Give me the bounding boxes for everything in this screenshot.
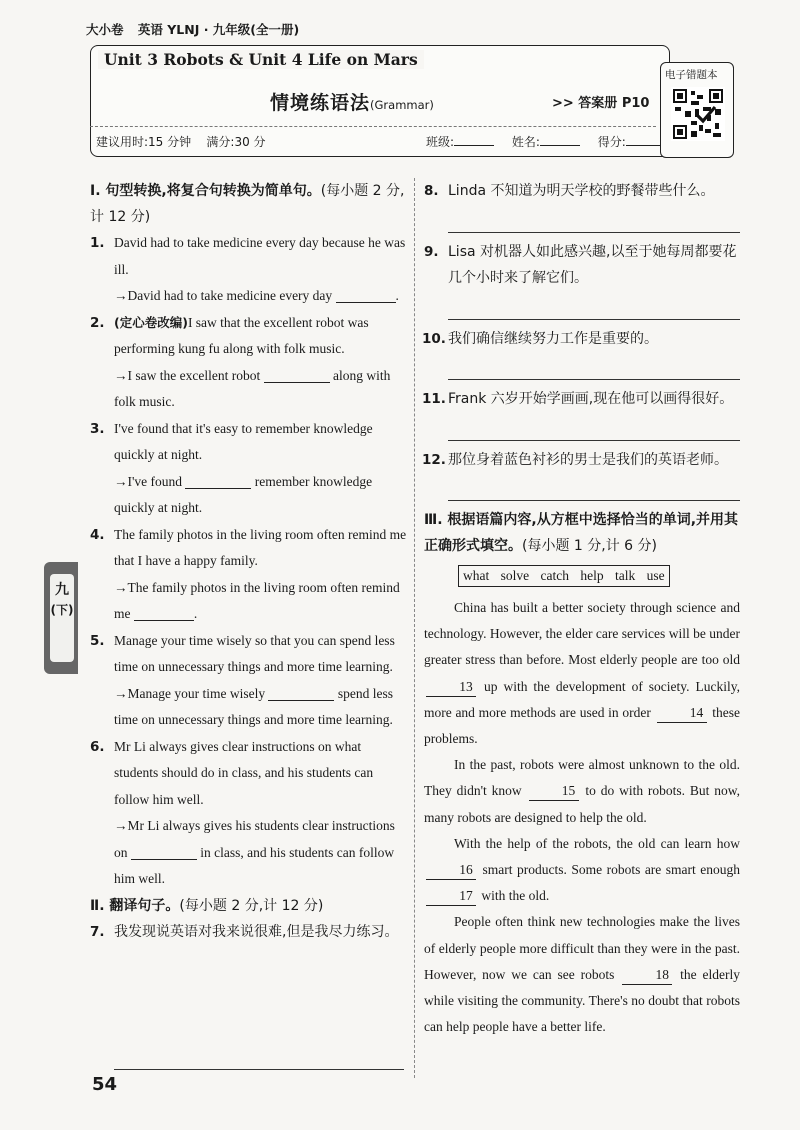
rewrite-line: [114, 283, 408, 310]
passage-text: with the old.: [481, 888, 550, 904]
question-text: Linda 不知道为明天学校的野餐带些什么。: [448, 183, 715, 199]
section3-title: Ⅲ. 根据语篇内容,从方框中选择恰当的单词,并用其正确形式填空。: [424, 512, 739, 554]
question-number: 12.: [422, 451, 446, 468]
blank-13[interactable]: 13: [426, 678, 476, 697]
answer-line-10[interactable]: [448, 352, 740, 380]
section1-title: Ⅰ. 句型转换,将复合句转换为简单句。: [90, 183, 321, 199]
header-divider: [90, 126, 656, 127]
rewrite-text: →Mr Li always gives his students clear instructions on: [114, 818, 395, 860]
grade-tab-label: [50, 574, 74, 662]
question-number: 4.: [90, 526, 105, 543]
qr-panel: [660, 62, 734, 158]
question-2: [90, 310, 408, 416]
right-column: [424, 178, 740, 1040]
answer-blank[interactable]: [264, 367, 330, 383]
name-label: 姓名:: [511, 135, 540, 149]
unit-title: Unit 3 Robots & Unit 4 Life on Mars: [98, 50, 424, 69]
passage-text: China has built a better society through science and technology. However, the elder care services will be under greater stress than before. Most elderly people are too old: [424, 600, 740, 668]
rewrite-line: [114, 469, 408, 522]
class-label: 班级:: [426, 135, 455, 149]
answer-reference: >> 答案册 P10: [552, 96, 650, 111]
blank-17[interactable]: 17: [426, 887, 476, 906]
blank-14[interactable]: 14: [657, 704, 707, 723]
question-number: 6.: [90, 738, 105, 755]
question-9: [424, 239, 740, 292]
grammar-title: [270, 88, 434, 115]
answer-line-8[interactable]: [448, 205, 740, 233]
column-divider: [414, 178, 415, 1078]
section1-heading: [90, 178, 408, 230]
question-text: I've found that it's easy to remember knowledge quickly at night.: [114, 420, 373, 462]
question-text: 那位身着蓝色衬衫的男士是我们的英语老师。: [448, 451, 728, 468]
question-text: David had to take medicine every day because he was ill.: [114, 235, 406, 277]
rewrite-line: [114, 681, 408, 734]
question-11: [424, 386, 740, 413]
source-tag: (定心卷改编): [114, 314, 188, 330]
question-text: 我发现说英语对我来说很难,但是我尽力练习。: [114, 923, 399, 940]
passage-paragraph-4: [424, 909, 740, 1040]
name-field[interactable]: [540, 134, 580, 146]
word-bank-box: what solve catch help talk use: [458, 565, 670, 587]
answer-blank[interactable]: [185, 473, 251, 489]
question-8: [424, 178, 740, 205]
question-7: [90, 919, 408, 946]
section3-heading: [424, 507, 740, 559]
answer-line-7[interactable]: [114, 1069, 404, 1070]
question-text: The family photos in the living room often remind me that I have a happy family.: [114, 526, 407, 568]
top-strip: [86, 20, 299, 38]
rewrite-line: [114, 813, 408, 893]
question-6: [90, 734, 408, 893]
rewrite-tail: .: [395, 288, 399, 303]
question-number: 5.: [90, 632, 105, 649]
rewrite-tail: spend less time on unnecessary things and more time learning.: [114, 685, 393, 727]
rewrite-tail: along with folk music.: [114, 367, 391, 409]
answer-line-11[interactable]: [448, 413, 740, 441]
rewrite-text: →I've found: [114, 473, 183, 489]
grammar-title-text: 情境练语法: [270, 92, 371, 114]
section1-points: (每小题 2 分,计 12 分): [90, 183, 405, 225]
passage-paragraph-1: [424, 595, 740, 752]
info-row: [96, 133, 656, 150]
question-10: [424, 326, 740, 353]
score-label: 满分:30 分: [206, 135, 266, 149]
question-text: I saw that the excellent robot was performing kung fu along with folk music.: [114, 314, 369, 356]
passage-text: up with the development of society. Luckily, more and more methods are used in order: [424, 678, 741, 720]
qr-code-icon[interactable]: [671, 87, 725, 141]
answer-blank[interactable]: [336, 287, 396, 303]
rewrite-line: [114, 363, 408, 416]
section3-points: (每小题 1 分,计 6 分): [522, 538, 657, 554]
answer-blank[interactable]: [134, 605, 194, 621]
passage-paragraph-2: [424, 752, 740, 831]
rewrite-line: [114, 575, 408, 628]
question-number: 7.: [90, 923, 105, 940]
question-12: [424, 447, 740, 474]
left-column: [90, 178, 408, 945]
question-text: Lisa 对机器人如此感兴趣,以至于她每周都要花几个小时来了解它们。: [448, 243, 737, 286]
passage-text: these problems.: [424, 704, 740, 747]
section2-title: Ⅱ. 翻译句子。: [90, 897, 180, 914]
rewrite-text: →I saw the excellent robot: [114, 367, 261, 383]
page-number: 54: [92, 1074, 118, 1095]
student-fields: [426, 133, 680, 150]
passage-text: to do with robots. But now, many robots are designed to help the old.: [424, 783, 741, 825]
passage-text: With the help of the robots, the old can learn how: [454, 835, 740, 851]
question-text: Mr Li always gives clear instructions on what students should do in class, and his students can follow him well.: [114, 738, 374, 807]
question-number: 1.: [90, 235, 105, 251]
answer-blank[interactable]: [268, 685, 334, 701]
passage-paragraph-3: [424, 831, 740, 910]
class-field[interactable]: [454, 134, 494, 146]
rewrite-tail: .: [193, 606, 198, 621]
passage-text: the elderly while visiting the community. There's no doubt that robots can help people have a better life.: [424, 966, 740, 1035]
rewrite-text: →The family photos in the living room often remind me: [114, 579, 400, 621]
grade-tab-line1: 九: [55, 582, 69, 598]
section2-heading: [90, 893, 408, 919]
question-text: Frank 六岁开始学画画,现在他可以画得很好。: [448, 391, 734, 407]
passage-text: People often think new technologies make the lives of elderly people more difficult than they were in the past. However, now we can see robots: [424, 914, 740, 982]
brand: 大小卷: [86, 22, 124, 37]
question-number: 9.: [424, 243, 439, 260]
question-number: 10.: [422, 330, 446, 347]
grammar-subtitle: (Grammar): [370, 98, 434, 112]
answer-blank[interactable]: [131, 844, 197, 860]
question-number: 3.: [90, 420, 105, 437]
grade-tab-line2: (下): [50, 603, 74, 617]
passage-text: smart products. Some robots are smart enough: [482, 862, 741, 878]
cloze-passage: [424, 595, 740, 1040]
rewrite-tail: in class, and his students can follow him well.: [114, 844, 395, 886]
rewrite-text: →Manage your time wisely: [114, 685, 266, 701]
question-number: 8.: [424, 183, 439, 199]
score-field-label: 得分:: [597, 135, 626, 149]
section2-points: (每小题 2 分,计 12 分): [179, 897, 324, 914]
subject-label: 英语 YLNJ · 九年级(全一册): [137, 22, 300, 37]
passage-text: In the past, robots were almost unknown to the old. They didn't know: [424, 757, 740, 799]
rewrite-text: →David had to take medicine every day: [114, 288, 333, 303]
rewrite-tail: remember knowledge quickly at night.: [114, 473, 373, 515]
question-number: 11.: [422, 391, 446, 407]
question-1: [90, 230, 408, 310]
question-text: 我们确信继续努力工作是重要的。: [448, 330, 658, 347]
question-text: Manage your time wisely so that you can spend less time on unnecessary things and more time learning.: [114, 632, 395, 674]
blank-18[interactable]: 18: [622, 966, 672, 985]
question-4: [90, 522, 408, 628]
qr-label: 电子错题本: [665, 69, 718, 81]
time-label: 建议用时:15 分钟: [96, 135, 192, 149]
blank-16[interactable]: 16: [426, 861, 476, 880]
question-5: [90, 628, 408, 734]
answer-line-9[interactable]: [448, 292, 740, 320]
answer-line-12[interactable]: [448, 473, 740, 501]
blank-15[interactable]: 15: [529, 782, 579, 801]
question-3: [90, 416, 408, 522]
question-number: 2.: [90, 314, 105, 331]
